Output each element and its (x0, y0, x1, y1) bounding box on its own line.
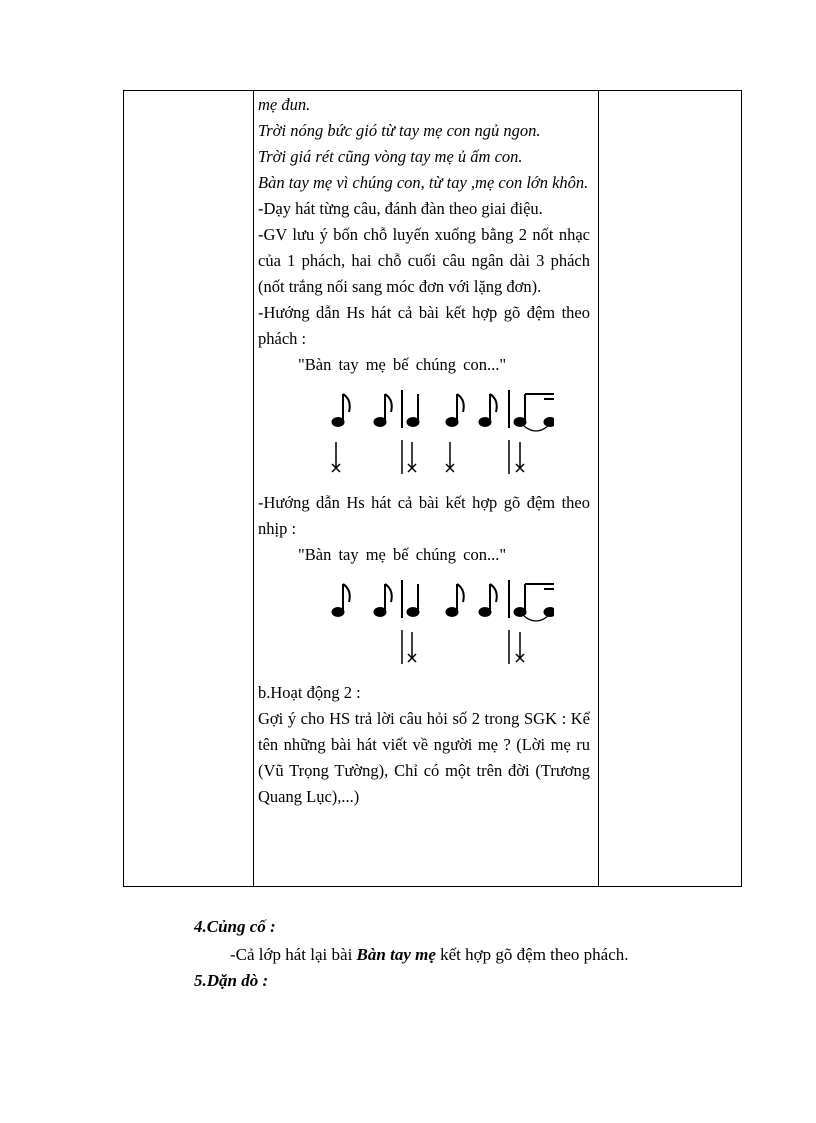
consolidate-text (230, 945, 629, 965)
eighth-note (480, 418, 491, 426)
eighth-note (447, 418, 458, 426)
eighth-note (480, 608, 491, 616)
beamed-note (515, 608, 526, 616)
rhythm-notation-beat (294, 380, 554, 480)
beamed-note (545, 418, 555, 426)
lyric-line: Trời nóng bức gió từ tay mẹ con ngủ ngon. (258, 121, 541, 140)
column-divider (253, 91, 254, 886)
tie (524, 426, 548, 431)
song-title: Bàn tay mẹ (356, 945, 436, 964)
guide-meter: -Hướng dẫn Hs hát cả bài kết hợp gõ đệm theo nhịp : (258, 493, 590, 538)
eighth-note (333, 418, 344, 426)
activity-cell (258, 92, 590, 810)
quarter-note (408, 608, 419, 616)
consolidate-heading: 4.Củng cố : (194, 917, 276, 936)
song-quote: "Bàn tay mẹ bế chúng con..." (298, 355, 507, 374)
tap-marks (402, 630, 524, 664)
teacher-note: -GV lưu ý bốn chỗ luyến xuống bằng 2 nốt nhạc của 1 phách, hai chỗ cuối câu ngân dài 3 phách (nốt trắng nối sang móc đơn với lặng đơn). (258, 225, 590, 296)
lyric-line: mẹ đun. (258, 95, 311, 114)
eighth-note (375, 608, 386, 616)
homework-heading: 5.Dặn dò : (194, 971, 269, 990)
activity2-text: Gợi ý cho HS trả lời câu hỏi số 2 trong SGK : Kể tên những bài hát viết về người mẹ ? (Lời mẹ ru (Vũ Trọng Tường), Chỉ có một trên đời (Trương Quang Lục),...) (258, 709, 590, 806)
column-divider (598, 91, 599, 886)
teach-instruction: -Dạy hát từng câu, đánh đàn theo giai điệu. (258, 199, 543, 218)
consolidate-suffix: kết hợp gõ đệm theo phách. (435, 945, 629, 964)
eighth-note (333, 608, 344, 616)
rhythm-notation-meter (294, 570, 554, 670)
tie (524, 616, 548, 621)
guide-beat: -Hướng dẫn Hs hát cả bài kết hợp gõ đệm theo phách : (258, 303, 590, 348)
song-quote: "Bàn tay mẹ bế chúng con..." (298, 545, 507, 564)
quarter-note (408, 418, 419, 426)
eighth-note (375, 418, 386, 426)
beamed-note (515, 418, 526, 426)
lyric-line: Trời giá rét cũng vòng tay mẹ ủ ấm con. (258, 147, 523, 166)
eighth-note (447, 608, 458, 616)
tap-marks (332, 440, 524, 474)
lyric-line: Bàn tay mẹ vì chúng con, từ tay ,mẹ con lớn khôn. (258, 173, 589, 192)
beamed-note (545, 608, 555, 616)
activity2-title: b.Hoạt động 2 : (258, 683, 361, 702)
consolidate-prefix: -Cả lớp hát lại bài (230, 945, 357, 964)
